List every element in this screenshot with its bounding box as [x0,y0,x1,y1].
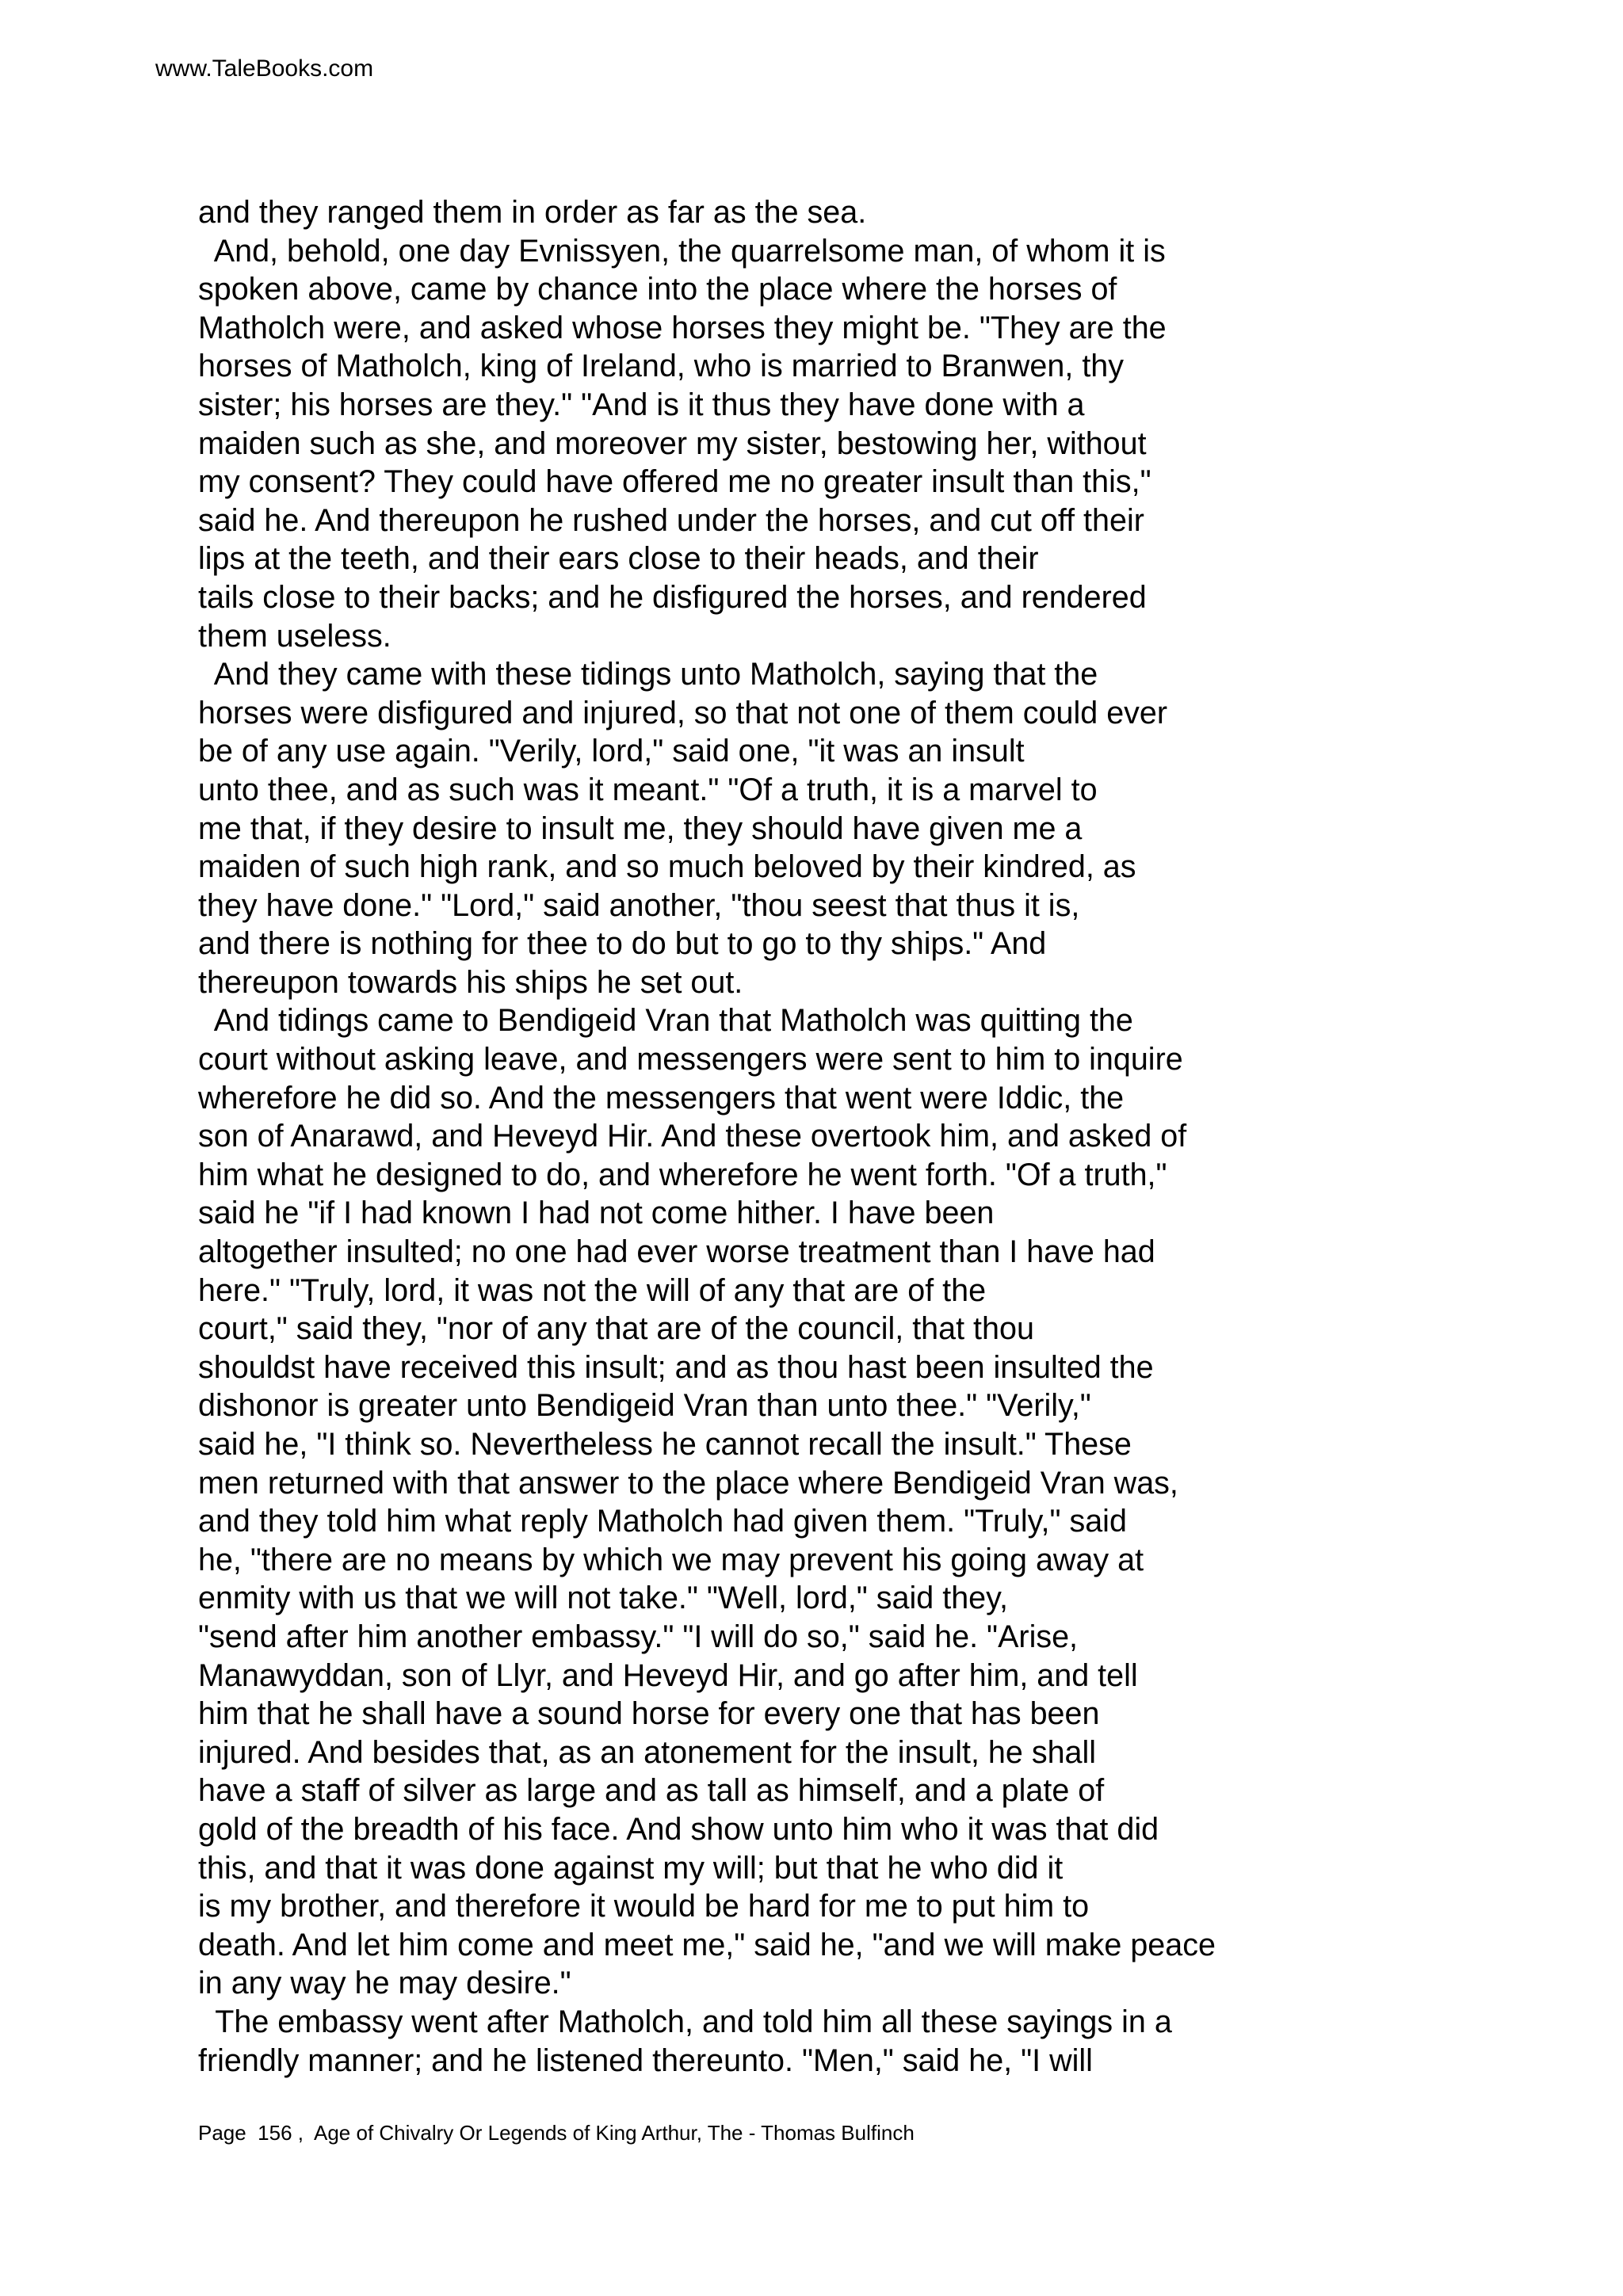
text-line: tails close to their backs; and he disfigured the horses, and rendered [198,579,1147,615]
text-line: and they ranged them in order as far as the sea. [198,195,867,230]
text-line: And, behold, one day Evnissyen, the quarrelsome man, of whom it is [198,233,1166,269]
text-line: have a staff of silver as large and as tall as himself, and a plate of [198,1773,1105,1809]
text-line: spoken above, came by chance into the place where the horses of [198,272,1117,307]
text-line: wherefore he did so. And the messengers that went were Iddic, the [198,1080,1125,1116]
text-line: shouldst have received this insult; and as thou hast been insulted the [198,1349,1154,1385]
text-line: maiden such as she, and moreover my sister, bestowing her, without [198,425,1147,461]
text-line: horses of Matholch, king of Ireland, who is married to Branwen, thy [198,349,1125,384]
page-footer: Page 156 , Age of Chivalry Or Legends of King Arthur, The - Thomas Bulfinch [198,2121,915,2145]
text-line: enmity with us that we will not take." "Well, lord," said they, [198,1581,1008,1616]
text-line: court," said they, "nor of any that are of the council, that thou [198,1311,1034,1347]
text-line: they have done." "Lord," said another, "thou seest that thus it is, [198,887,1080,923]
text-line: And they came with these tidings unto Matholch, saying that the [198,657,1098,692]
text-line: lips at the teeth, and their ears close to their heads, and their [198,541,1039,577]
text-line: Manawyddan, son of Llyr, and Heveyd Hir, and go after him, and tell [198,1657,1138,1693]
text-line: said he. And thereupon he rushed under the horses, and cut off their [198,502,1144,538]
text-line: horses were disfigured and injured, so that not one of them could ever [198,695,1168,730]
text-line: friendly manner; and he listened thereunto. "Men," said he, "I will [198,2042,1093,2078]
text-line: him that he shall have a sound horse for every one that has been [198,1696,1100,1732]
text-line: and there is nothing for thee to do but to go to thy ships." And [198,926,1047,962]
text-line: altogether insulted; no one had ever worse treatment than I have had [198,1234,1155,1270]
text-line: maiden of such high rank, and so much beloved by their kindred, as [198,849,1136,885]
text-line: me that, if they desire to insult me, they should have given me a [198,810,1083,846]
text-line: he, "there are no means by which we may prevent his going away at [198,1542,1144,1577]
text-line: be of any use again. "Verily, lord," said one, "it was an insult [198,734,1025,769]
text-line: gold of the breadth of his face. And show unto him who it was that did [198,1811,1159,1847]
text-line: injured. And besides that, as an atonement for the insult, he shall [198,1734,1097,1770]
page-body-text [198,193,1561,2080]
text-line: And tidings came to Bendigeid Vran that Matholch was quitting the [198,1003,1133,1039]
text-line: and they told him what reply Matholch had given them. "Truly," said [198,1504,1127,1539]
text-line: him what he designed to do, and wherefore he went forth. "Of a truth," [198,1157,1167,1192]
text-line: court without asking leave, and messengers were sent to him to inquire [198,1042,1183,1077]
text-line: my consent? They could have offered me no greater insult than this," [198,464,1151,500]
text-line: The embassy went after Matholch, and told him all these sayings in a [198,2004,1172,2039]
site-header: www.TaleBooks.com [155,55,374,82]
text-line: men returned with that answer to the place where Bendigeid Vran was, [198,1465,1178,1501]
text-line: sister; his horses are they." "And is it thus they have done with a [198,387,1085,422]
text-line: son of Anarawd, and Heveyd Hir. And these overtook him, and asked of [198,1119,1187,1154]
text-line: Matholch were, and asked whose horses they might be. "They are the [198,310,1167,345]
text-line: unto thee, and as such was it meant." "Of a truth, it is a marvel to [198,772,1098,807]
text-line: in any way he may desire." [198,1966,571,2001]
text-line: said he, "I think so. Nevertheless he cannot recall the insult." These [198,1427,1132,1462]
text-line: here." "Truly, lord, it was not the will of any that are of the [198,1272,987,1308]
text-line: said he "if I had known I had not come hither. I have been [198,1196,995,1231]
text-line: death. And let him come and meet me," said he, "and we will make peace [198,1927,1216,1962]
text-line: them useless. [198,618,391,654]
text-line: "send after him another embassy." "I will do so," said he. "Arise, [198,1619,1079,1654]
text-line: thereupon towards his ships he set out. [198,964,743,1000]
text-line: dishonor is greater unto Bendigeid Vran than unto thee." "Verily," [198,1388,1091,1424]
text-line: is my brother, and therefore it would be hard for me to put him to [198,1889,1090,1924]
text-line: this, and that it was done against my will; but that he who did it [198,1850,1064,1886]
